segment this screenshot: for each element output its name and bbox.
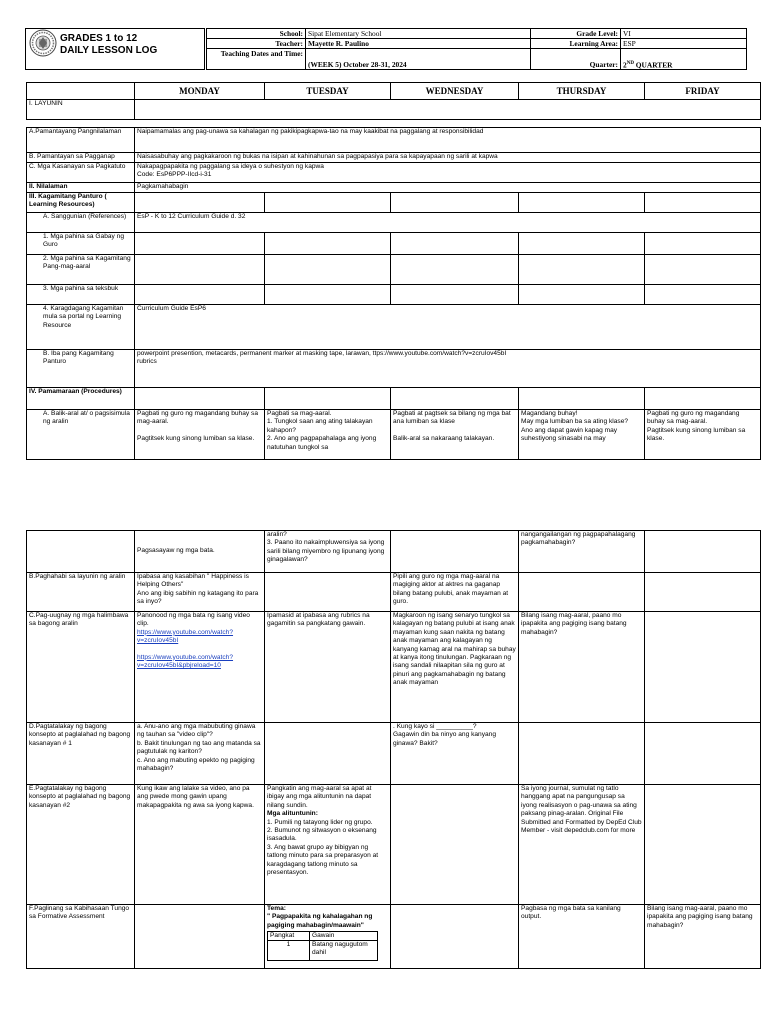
paguugnay-tuesday: Ipamasid at ipabasa ang rubrics na gagamitin sa pangkatang gawain. <box>265 612 391 723</box>
title-line-1: GRADES 1 to 12 <box>60 33 138 44</box>
paglinang-tuesday <box>265 905 391 969</box>
pamantayang-value: Naipamamalas ang pag-unawa sa kahalagan ng pakikipagkapwa-tao na may kaakibat na paggalang at responsibilidad <box>135 128 761 153</box>
pangkat-table <box>267 931 378 961</box>
cell <box>135 255 265 285</box>
cell <box>391 388 519 410</box>
paglinang-thursday: Pagbasa ng mga bata sa kanilang output. <box>519 905 645 969</box>
quarter-number: 2 <box>623 60 627 69</box>
cell <box>135 905 265 969</box>
paguugnay-monday-text: Panonood ng mga bata ng isang video clip. <box>137 612 250 628</box>
cell <box>645 255 761 285</box>
teacher-value: Mayette R. Paulino <box>306 39 531 49</box>
grade-value: VI <box>621 29 747 39</box>
cell <box>519 193 645 213</box>
balikaral-monday: Pagbati ng guro ng magandang buhay sa mag-aaral. Pagtitsek kung sinong lumiban sa klase. <box>135 410 265 460</box>
quarter-value <box>621 49 747 70</box>
teacher-label: Teacher: <box>207 39 306 49</box>
cell <box>135 233 265 255</box>
iba-value <box>135 350 761 388</box>
kagamitan-label: III. Kagamitang Panturo ( Learning Resources) <box>27 193 135 213</box>
continued-thursday: nangangailangan ng pagpapahalagang pagkamahabagin? <box>519 531 645 573</box>
paguugnay-wednesday: Magkaroon ng isang senaryo tungkol sa kalagayan ng batang pulubi at isang anak mayaman kung saan nakita ng batang anak mayaman ang kalagayan ng kanyang kamag aral na mahirap sa buhay at kanya itong tinulungan. Pagkaraan ng isang sandali nilaapitan sila ng guro at pinuri ang pagkamahabagin ng batang anak mayaman <box>391 612 519 723</box>
cell <box>391 905 519 969</box>
cell <box>645 388 761 410</box>
cell <box>391 233 519 255</box>
cell <box>391 785 519 905</box>
pangmag-label: 2. Mga pahina sa Kagamitang Pang-mag-aaral <box>27 255 135 285</box>
cell <box>135 285 265 305</box>
paguugnay-thursday: Bilang isang mag-aaral, paano mo ipapakita ang pagiging isang batang mahabagin? <box>519 612 645 723</box>
pagtalakay2-thursday: Sa iyong journal, sumulat ng tatlo hanggang apat na pangungusap sa iyong realisasyon o pag-unawa sa ating paksang pinag-aralan. Original File Submitted and Formatted by DepEd Club Member - visit depedclub.com for more <box>519 785 645 905</box>
balikaral-label: A. Balik-aral at/ o pagsisimula ng aralin <box>27 410 135 460</box>
cell <box>645 285 761 305</box>
kasanayan-label: C. Mga Kasanayan sa Pagkatuto <box>27 163 135 183</box>
cell <box>135 388 265 410</box>
gabay-label: 1. Mga pahina sa Gabay ng Guro <box>27 233 135 255</box>
cell <box>391 193 519 213</box>
pagtalakay2-tuesday-intro: Pangkatin ang mag-aaral sa apat at ibigay ang mga alituntunin na dapat nilang sundin. <box>267 785 372 809</box>
cell <box>265 193 391 213</box>
paguugnay-monday <box>135 612 265 723</box>
grade-label: Grade Level: <box>531 29 621 39</box>
cell <box>645 785 761 905</box>
tema-label: Tema: <box>267 905 286 912</box>
header-info-table <box>206 28 747 70</box>
paglinang-label: F.Paglinang sa Kabihasaan Tungo sa Formative Assessment <box>27 905 135 969</box>
karagdagang-value: Curriculum Guide EsP6 <box>135 305 761 350</box>
continued-monday: Pagsasayaw ng mga bata. <box>135 531 265 573</box>
pamantayang-label: A.Pamantayang Pangnilalaman <box>27 128 135 153</box>
pagganap-label: B. Pamantayan sa Pagganap <box>27 153 135 163</box>
day-monday: MONDAY <box>135 83 265 100</box>
spacer-row <box>27 120 761 128</box>
school-value: Sipat Elementary School <box>306 29 531 39</box>
kasanayan-code: Code: EsP6PPP-IIcd-i-31 <box>137 171 212 179</box>
dates-label: Teaching Dates and Time: <box>207 49 306 70</box>
cell <box>519 723 645 785</box>
cell <box>135 193 265 213</box>
cell <box>645 573 761 612</box>
dates-value: (WEEK 5) October 28-31, 2024 <box>306 49 531 70</box>
karagdagang-label: 4. Karagdagang Kagamitan mula sa portal ng Learning Resource <box>27 305 135 350</box>
day-wednesday: WEDNESDAY <box>391 83 519 100</box>
sanggunian-value: EsP - K to 12 Curriculum Guide d. 32 <box>135 213 761 233</box>
cell <box>645 193 761 213</box>
iba-rubrics: rubrics <box>137 358 157 366</box>
balikaral-friday: Pagbati ng guro ng magandang buhay sa mag-aaral. Pagtitsek kung sinong lumiban sa klase. <box>645 410 761 460</box>
cell <box>265 285 391 305</box>
cell <box>27 531 135 573</box>
cell <box>519 285 645 305</box>
paghahabi-monday: Ipabasa ang kasabihan " Happiness is Helping Others" Ano ang ibig sabihin ng katagang ito para sa inyo? <box>135 573 265 612</box>
continued-tuesday: aralin? 3. Paano ito nakaimpluwensiya sa iyong sarili bilang miyembro ng lipunang iyong ginagalawan? <box>265 531 391 573</box>
pagtalakay2-tuesday <box>265 785 391 905</box>
kasanayan-text: Nakapagpapakita ng paggalang sa ideya o suhestyon ng kapwa <box>137 163 324 170</box>
pagtalakay1-wednesday: . Kung kayo si __________? Gagawin din ba ninyo ang kanyang ginawa? Bakit? <box>391 723 519 785</box>
paghahabi-wednesday: Pipili ang guro ng mga mag-aaral na magiging aktor at aktres na gaganap bilang batang pulubi, anak mayaman at guro. <box>391 573 519 612</box>
school-label: School: <box>207 29 306 39</box>
quarter-text: QUARTER <box>633 60 673 69</box>
alituntunin-list: 1. Pumili ng tatayong lider ng grupo. 2. Bumunot ng sitwasyon o eksenang isasadula. 3. Ang bawat grupo ay bibigyan ng tatlong minuto para sa preparasyon at karagdagang tatlong minuto sa presentasyon. <box>267 818 379 877</box>
document-title <box>60 33 157 57</box>
lesson-log-table-page2 <box>26 530 761 969</box>
cell <box>265 255 391 285</box>
cell <box>645 612 761 723</box>
cell <box>519 573 645 612</box>
cell <box>391 285 519 305</box>
pagtalakay2-monday: Kung ikaw ang lalake sa video, ano pa ang pwede mong gawin upang makapagpakita ng awa sa iyong kapwa. <box>135 785 265 905</box>
teksbuk-label: 3. Mga pahina sa teksbuk <box>27 285 135 305</box>
cell <box>645 233 761 255</box>
iba-materials: powerpoint presention, metacards, permanent marker at masking tape, larawan, ttps://www.youtube.com/watch?v=zcruIov45bI <box>137 350 507 357</box>
layunin-label: I. LAYUNIN <box>27 100 135 120</box>
youtube-link-2[interactable]: https://www.youtube.com/watch?v=zcruIov45bI&pbjreload=10 <box>137 653 234 670</box>
cell <box>265 388 391 410</box>
nilalaman-label: II. Nilalaman <box>27 183 135 193</box>
balikaral-wednesday: Pagbati at pagtsek sa bilang ng mga bat ana lumiban sa klase Balik-aral sa nakaraang talakayan. <box>391 410 519 460</box>
gawain-header: Gawain <box>310 932 378 941</box>
area-value: ESP <box>621 39 747 49</box>
alituntunin-heading: Mga alituntunin: <box>267 810 318 818</box>
cell <box>519 255 645 285</box>
day-thursday: THURSDAY <box>519 83 645 100</box>
corner-cell <box>27 83 135 100</box>
cell <box>645 531 761 573</box>
cell <box>391 255 519 285</box>
cell <box>391 531 519 573</box>
cell <box>265 233 391 255</box>
pagtalakay1-monday: a. Anu-ano ang mga mabubuting ginawa ng tauhan sa "video clip"? b. Bakit tinulungan ng tao ang matanda sa pagtutulak ng kariton? c. Ano ang mabuting epekto ng pagiging mahabagin? <box>135 723 265 785</box>
pangkat-header: Pangkat <box>268 932 310 941</box>
pangkat-1: 1 <box>268 941 310 961</box>
pagtalakay2-label: E.Pagtatalakay ng bagong konsepto at paglalahad ng bagong kasanayan #2 <box>27 785 135 905</box>
sanggunian-label: A. Sanggunian (References) <box>27 213 135 233</box>
title-line-2: DAILY LESSON LOG <box>60 45 158 56</box>
iba-label: B. Iba pang Kagamitang Panturo <box>27 350 135 388</box>
area-label: Learning Area: <box>531 39 621 49</box>
lesson-log-table-page1 <box>26 82 761 460</box>
day-tuesday: TUESDAY <box>265 83 391 100</box>
cell <box>265 723 391 785</box>
day-friday: FRIDAY <box>645 83 761 100</box>
youtube-link-1[interactable]: https://www.youtube.com/watch?v=zcruIov45bI <box>137 628 234 645</box>
balikaral-tuesday: Pagbati sa mag-aaral. 1. Tungkol saan ang ating talakayan kahapon? 2. Ano ang pagpapahalaga ang iyong natutuhan tungkol sa <box>265 410 391 460</box>
deped-seal-icon <box>29 29 57 57</box>
nilalaman-value: Pagkamahabagin <box>135 183 761 193</box>
balikaral-thursday: Magandang buhay! May mga lumiban ba sa ating klase? Ano ang dapat gawin kapag may suhestiyong sinasabi na may <box>519 410 645 460</box>
tema-title: " Pagpapakita ng kahalagahan ng pagiging mahabagin/maawain" <box>267 913 373 929</box>
paglinang-friday: Bilang isang mag-aaral, paano mo ipapakita ang pagiging isang batang mahabagin? <box>645 905 761 969</box>
cell <box>519 233 645 255</box>
paghahabi-label: B.Paghahabi sa layunin ng aralin <box>27 573 135 612</box>
quarter-suffix: ND <box>626 60 634 66</box>
gawain-1: Batang nagugutom dahil <box>310 941 378 961</box>
paguugnay-label: C.Pag-uugnay ng mga halimbawa sa bagong aralin <box>27 612 135 723</box>
pagganap-value: Naisasabuhay ang pagkakaroon ng bukas na isipan at kahinahunan sa pagpapasiya para sa kapayapaan ng sarili at kapwa <box>135 153 761 163</box>
cell <box>265 573 391 612</box>
cell <box>519 388 645 410</box>
cell <box>645 723 761 785</box>
pamamaraan-label: IV. Pamamaraan (Procedures) <box>27 388 135 410</box>
layunin-value <box>135 100 761 120</box>
quarter-label: Quarter: <box>531 49 621 70</box>
kasanayan-value <box>135 163 761 183</box>
pagtalakay1-label: D.Pagtatalakay ng bagong konsepto at paglalahad ng bagong kasanayan # 1 <box>27 723 135 785</box>
